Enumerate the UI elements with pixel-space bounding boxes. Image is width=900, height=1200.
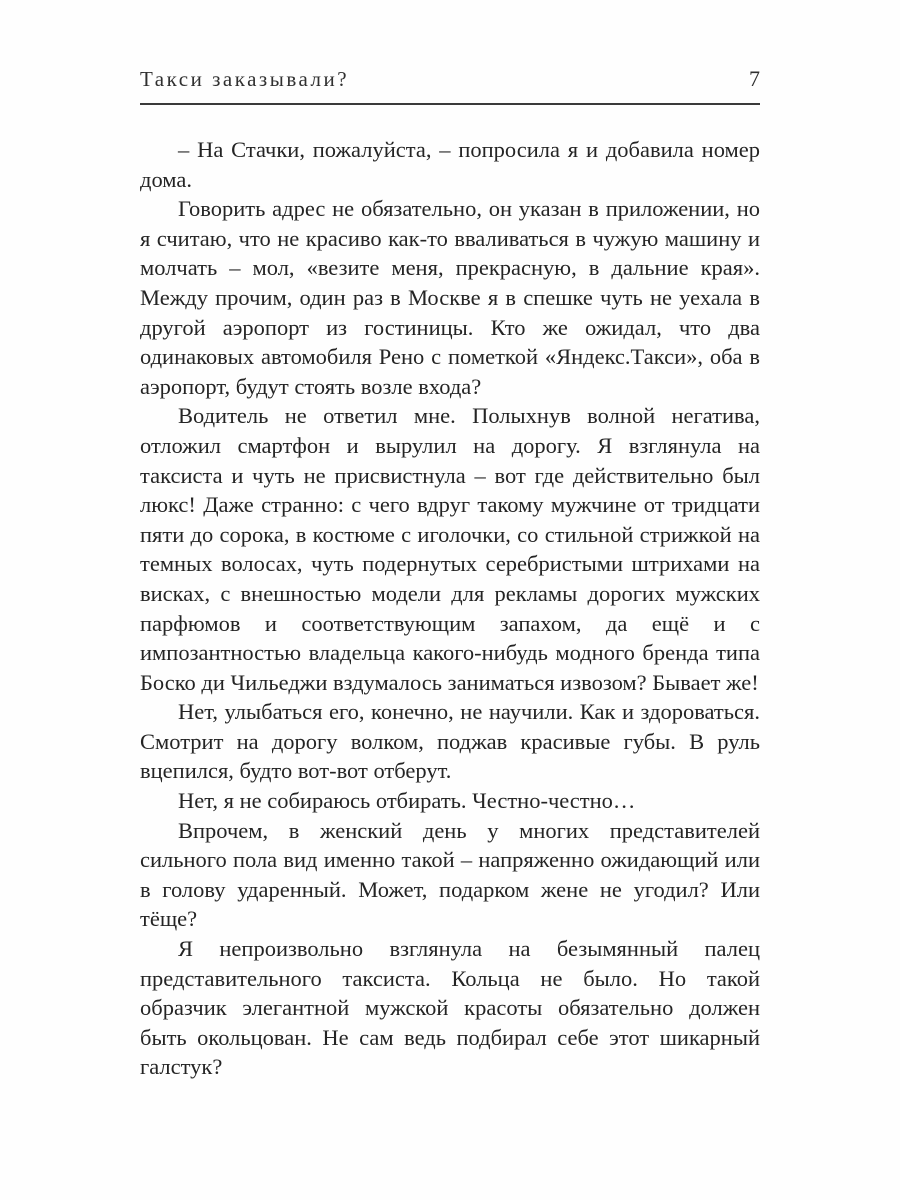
paragraph: – На Стачки, пожалуйста, – попросила я и добавила номер дома. bbox=[140, 137, 760, 192]
page-number: 7 bbox=[749, 66, 760, 91]
paragraph: Я непроизвольно взглянула на безымянный палец представительного таксиста. Кольца не было. Но такой образчик элегантной мужской красоты обязательно должен быть окольцован. Не сам ведь подбирал себе этот шикарный галстук? bbox=[140, 936, 760, 1080]
paragraph: Нет, улыбаться его, конечно, не научили. Как и здороваться. Смотрит на дорогу волком, поджав красивые губы. В руль вцепился, будто вот-вот отберут. bbox=[140, 699, 760, 784]
page-body bbox=[140, 135, 760, 1082]
paragraph: Водитель не ответил мне. Полыхнув волной негатива, отложил смартфон и вырулил на дорогу. Я взглянула на таксиста и чуть не присвистнула – вот где действительно был люкс! Даже странно: с чего вдруг такому мужчине от тридцати пяти до сорока, в костюме с иголочки, со стильной стрижкой на темных волосах, чуть подернутых серебристыми штрихами на висках, с внешностью модели для рекламы дорогих мужских парфюмов и соответствующим запахом, да ещё и с импозантностью владельца какого-нибудь модного бренда типа Боско ди Чильеджи вздумалось заниматься извозом? Бывает же! bbox=[140, 403, 760, 695]
header-rule bbox=[140, 103, 760, 105]
paragraph: Впрочем, в женский день у многих представителей сильного пола вид именно такой – напряженно ожидающий или в голову ударенный. Может, подарком жене не угодил? Или тёще? bbox=[140, 817, 760, 932]
paragraph: Нет, я не собираюсь отбирать. Честно-честно… bbox=[178, 788, 636, 814]
page-header bbox=[140, 66, 760, 92]
paragraph: Говорить адрес не обязательно, он указан в приложении, но я считаю, что не красиво как-то вваливаться в чужую машину и молчать – мол, «везите меня, прекрасную, в дальние края». Между прочим, один раз в Москве я в спешке чуть не уехала в другой аэропорт из гостиницы. Кто же ожидал, что два одинаковых автомобиля Рено с пометкой «Яндекс.Такси», оба в аэропорт, будут стоять возле входа? bbox=[140, 196, 760, 399]
running-title: Такси заказывали? bbox=[140, 67, 350, 91]
